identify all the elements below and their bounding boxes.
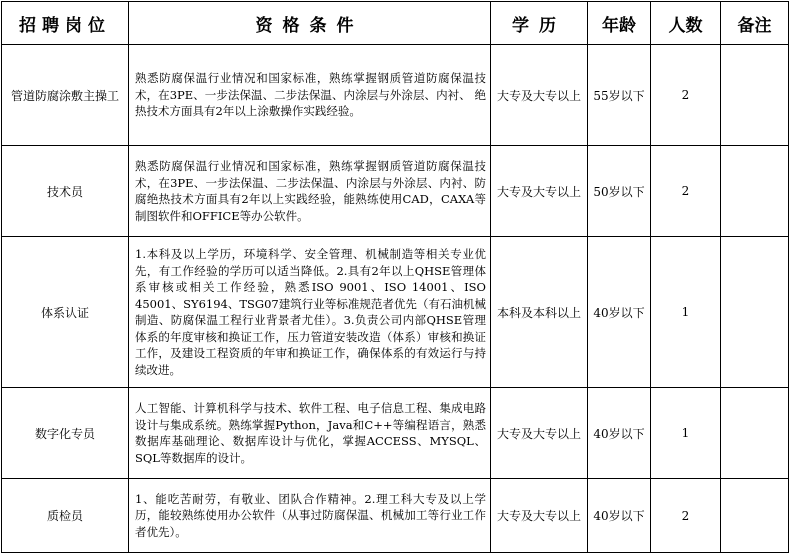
position-cell: 质检员 bbox=[2, 479, 129, 553]
age-cell: 55岁以下 bbox=[588, 45, 651, 146]
education-cell: 大专及大专以上 bbox=[491, 479, 588, 553]
table-row bbox=[2, 479, 789, 553]
recruitment-table bbox=[1, 1, 789, 553]
count-cell: 1 bbox=[651, 237, 721, 388]
table-row bbox=[2, 146, 789, 237]
header-conditions: 资格条件 bbox=[129, 2, 491, 45]
count-cell: 2 bbox=[651, 479, 721, 553]
conditions-cell: 1、能吃苦耐劳，有敬业、团队合作精神。2.理工科大专及以上学历，能较熟练使用办公软件（从事过防腐保温、机械加工等行业工作者优先）。 bbox=[129, 479, 491, 553]
notes-cell bbox=[721, 146, 789, 237]
education-cell: 大专及大专以上 bbox=[491, 146, 588, 237]
conditions-cell: 熟悉防腐保温行业情况和国家标准，熟练掌握钢质管道防腐保温技术，在3PE、一步法保温、二步法保温、内涂层与外涂层、内衬、 绝热技术方面具有2年以上涂敷操作实践经验。 bbox=[129, 45, 491, 146]
age-cell: 40岁以下 bbox=[588, 479, 651, 553]
header-row bbox=[2, 2, 789, 45]
position-cell: 技术员 bbox=[2, 146, 129, 237]
education-cell: 大专及大专以上 bbox=[491, 388, 588, 479]
conditions-cell: 熟悉防腐保温行业情况和国家标准，熟练掌握钢质管道防腐保温技术，在3PE、一步法保温、二步法保温、内涂层与外涂层、内衬、防腐绝热技术方面具有2年以上实践经验，能熟练使用CAD，CAXA等制图软件和OFFICE等办公软件。 bbox=[129, 146, 491, 237]
table-row bbox=[2, 237, 789, 388]
age-cell: 40岁以下 bbox=[588, 388, 651, 479]
position-cell: 管道防腐涂敷主操工 bbox=[2, 45, 129, 146]
notes-cell bbox=[721, 388, 789, 479]
count-cell: 1 bbox=[651, 388, 721, 479]
age-cell: 50岁以下 bbox=[588, 146, 651, 237]
education-cell: 本科及本科以上 bbox=[491, 237, 588, 388]
notes-cell bbox=[721, 479, 789, 553]
conditions-cell: 1.本科及以上学历，环境科学、安全管理、机械制造等相关专业优先，有工作经验的学历可以适当降低。2.具有2年以上QHSE管理体系审核或相关工作经验，熟悉ISO 9001、ISO 14001、ISO 45001、SY6194、TSG07建筑行业等标准规范者优先（有石油机械制造、防腐保温工程行业背景者尤佳）。3.负责公司内部QHSE管理体系的年度审核和换证工作，压力管道安装改造（体系）审核和换证工作，及建设工程资质的年审和换证工作，确保体系的有效运行与持续改进。 bbox=[129, 237, 491, 388]
notes-cell bbox=[721, 237, 789, 388]
conditions-cell: 人工智能、计算机科学与技术、软件工程、电子信息工程、集成电路设计与集成系统。熟练掌握Python，Java和C++等编程语言，熟悉数据库基础理论、数据库设计与优化，掌握ACCESS、MYSQL、SQL等数据库的设计。 bbox=[129, 388, 491, 479]
header-position: 招聘岗位 bbox=[2, 2, 129, 45]
header-education: 学历 bbox=[491, 2, 588, 45]
count-cell: 2 bbox=[651, 45, 721, 146]
table-row bbox=[2, 388, 789, 479]
position-cell: 体系认证 bbox=[2, 237, 129, 388]
position-cell: 数字化专员 bbox=[2, 388, 129, 479]
header-count: 人数 bbox=[651, 2, 721, 45]
notes-cell bbox=[721, 45, 789, 146]
table-row bbox=[2, 45, 789, 146]
count-cell: 2 bbox=[651, 146, 721, 237]
header-notes: 备注 bbox=[721, 2, 789, 45]
education-cell: 大专及大专以上 bbox=[491, 45, 588, 146]
age-cell: 40岁以下 bbox=[588, 237, 651, 388]
header-age: 年龄 bbox=[588, 2, 651, 45]
